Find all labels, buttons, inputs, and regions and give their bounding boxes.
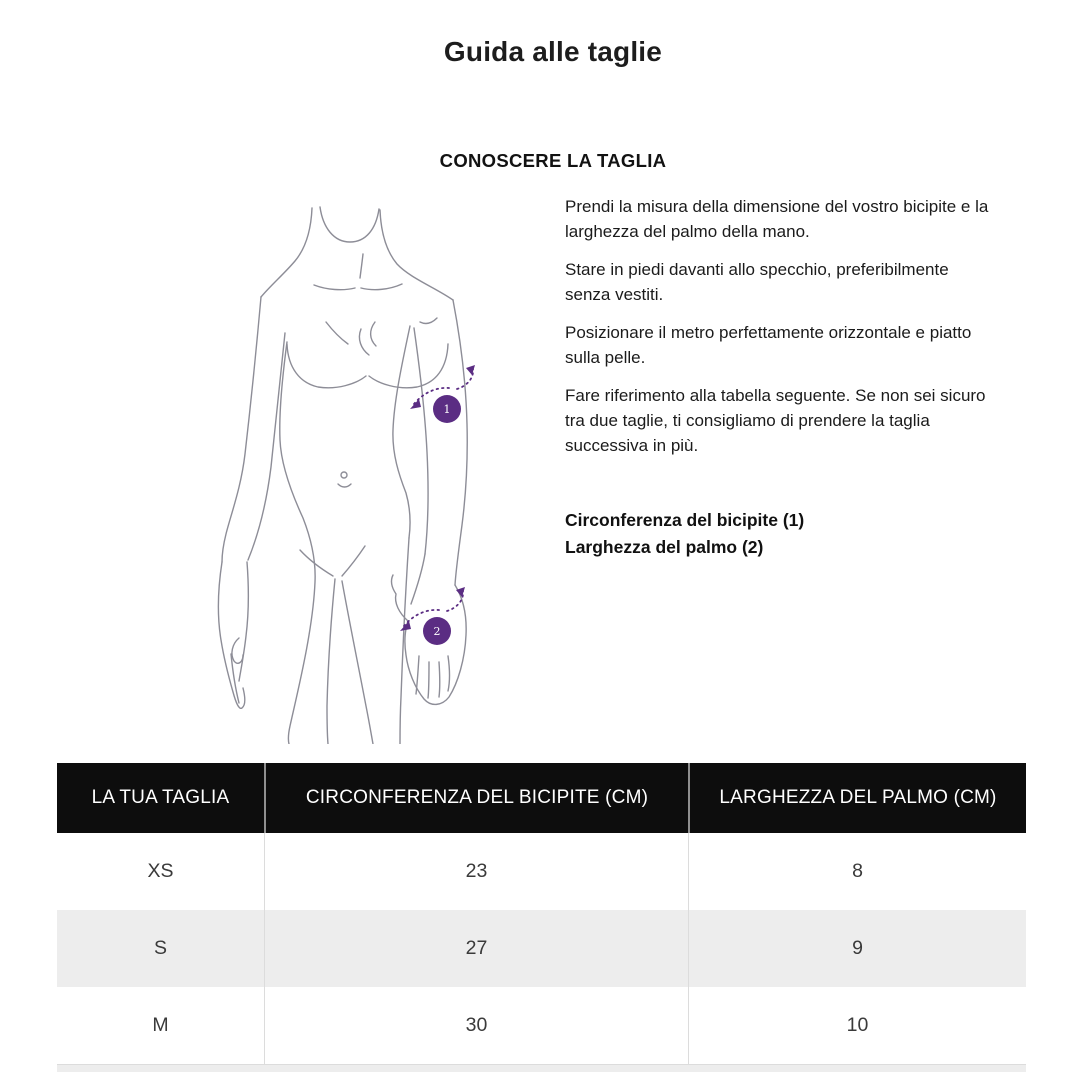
size-table: [57, 763, 1026, 1072]
cell-palm: 10: [688, 987, 1026, 1064]
figure-left-thumb: [232, 638, 243, 663]
figure-right-finger-2: [428, 662, 429, 698]
palm-marker-group: [400, 587, 465, 645]
figure-torso-right: [393, 326, 410, 538]
cell-size: XS: [147, 860, 174, 882]
figure-right-leg-inner: [342, 581, 373, 744]
figure-breast-left: [287, 344, 366, 388]
figure-navel-crease: [338, 484, 351, 487]
header-cell-palm: LARGHEZZA DEL PALMO (CM): [688, 763, 1026, 833]
body-measurement-illustration: [215, 192, 500, 744]
section-heading: CONOSCERE LA TAGLIA: [439, 150, 667, 171]
figure-pelvis-right: [342, 546, 365, 576]
figure-breast-mark-2: [359, 329, 369, 355]
cell-bicep: 27: [264, 910, 688, 987]
figure-left-arm-inner: [248, 333, 285, 560]
table-row-m: [57, 987, 1026, 1064]
figure-left-hand: [218, 562, 244, 708]
page-title: Guida alle taglie: [443, 36, 663, 67]
cell-size: S: [153, 937, 167, 959]
table-next-row-sliver: [57, 1064, 1026, 1072]
cell-palm: 8: [688, 833, 1026, 910]
figure-throat: [360, 254, 363, 278]
figure-navel: [341, 472, 347, 478]
figure-breast-mark-3: [371, 322, 376, 346]
figure-right-finger-4: [448, 656, 450, 691]
instruction-paragraph: Prendi la misura della dimensione del vostro bicipite e la larghezza del palmo della mano.: [565, 197, 989, 241]
instruction-paragraph: Posizionare il metro perfettamente orizzontale e piatto sulla pelle.: [565, 323, 972, 367]
figure-left-leg-inner: [327, 579, 335, 744]
female-figure-illustration: [215, 192, 500, 744]
figure-breast-right: [369, 344, 448, 388]
measure-labels: [565, 507, 993, 561]
bicep-marker-number: 1: [443, 403, 451, 416]
figure-armpit-right: [420, 318, 437, 323]
measure-label-bicep: Circonferenza del bicipite (1): [565, 510, 805, 530]
figure-clavicle-left: [314, 285, 355, 290]
size-table-header-row: [57, 763, 1026, 833]
cell-palm: 9: [688, 910, 1026, 987]
table-row-xs: [57, 833, 1026, 910]
header-cell-size: LA TUA TAGLIA: [91, 787, 230, 808]
figure-right-arm-outer: [453, 300, 467, 585]
header-cell-bicep: CIRCONFERENZA DEL BICIPITE (CM): [264, 763, 688, 833]
figure-right-finger-3: [439, 662, 440, 697]
instruction-paragraph: Fare riferimento alla tabella seguente. Se non sei sicuro tra due taglie, ti consigliamo di prendere la taglia successiva in più.: [565, 386, 986, 455]
cell-bicep: 23: [264, 833, 688, 910]
table-row-s: [57, 910, 1026, 987]
bicep-arrow-left: [410, 399, 421, 409]
figure-breast-mark-1: [326, 322, 348, 344]
measure-label-palm: Larghezza del palmo (2): [565, 537, 764, 557]
figure-left-arm-outer: [222, 297, 261, 562]
figure-left-hand-inner: [239, 562, 248, 681]
figure-clavicle-right: [361, 284, 402, 290]
figure-right-wrist: [411, 554, 425, 604]
instruction-paragraph: Stare in piedi davanti allo specchio, preferibilmente senza vestiti.: [565, 260, 949, 304]
palm-marker-number: 2: [433, 625, 441, 638]
figure-neck-left: [261, 208, 312, 297]
palm-arrow-left: [400, 621, 411, 631]
cell-bicep: 30: [264, 987, 688, 1064]
figure-right-arm-inner: [414, 328, 428, 554]
cell-size: M: [152, 1014, 169, 1036]
figure-pelvis-left: [300, 550, 333, 576]
instructions-block: [565, 194, 993, 561]
figure-neck-right: [380, 210, 453, 300]
figure-chin: [320, 207, 379, 242]
figure-torso-left: [280, 342, 315, 744]
